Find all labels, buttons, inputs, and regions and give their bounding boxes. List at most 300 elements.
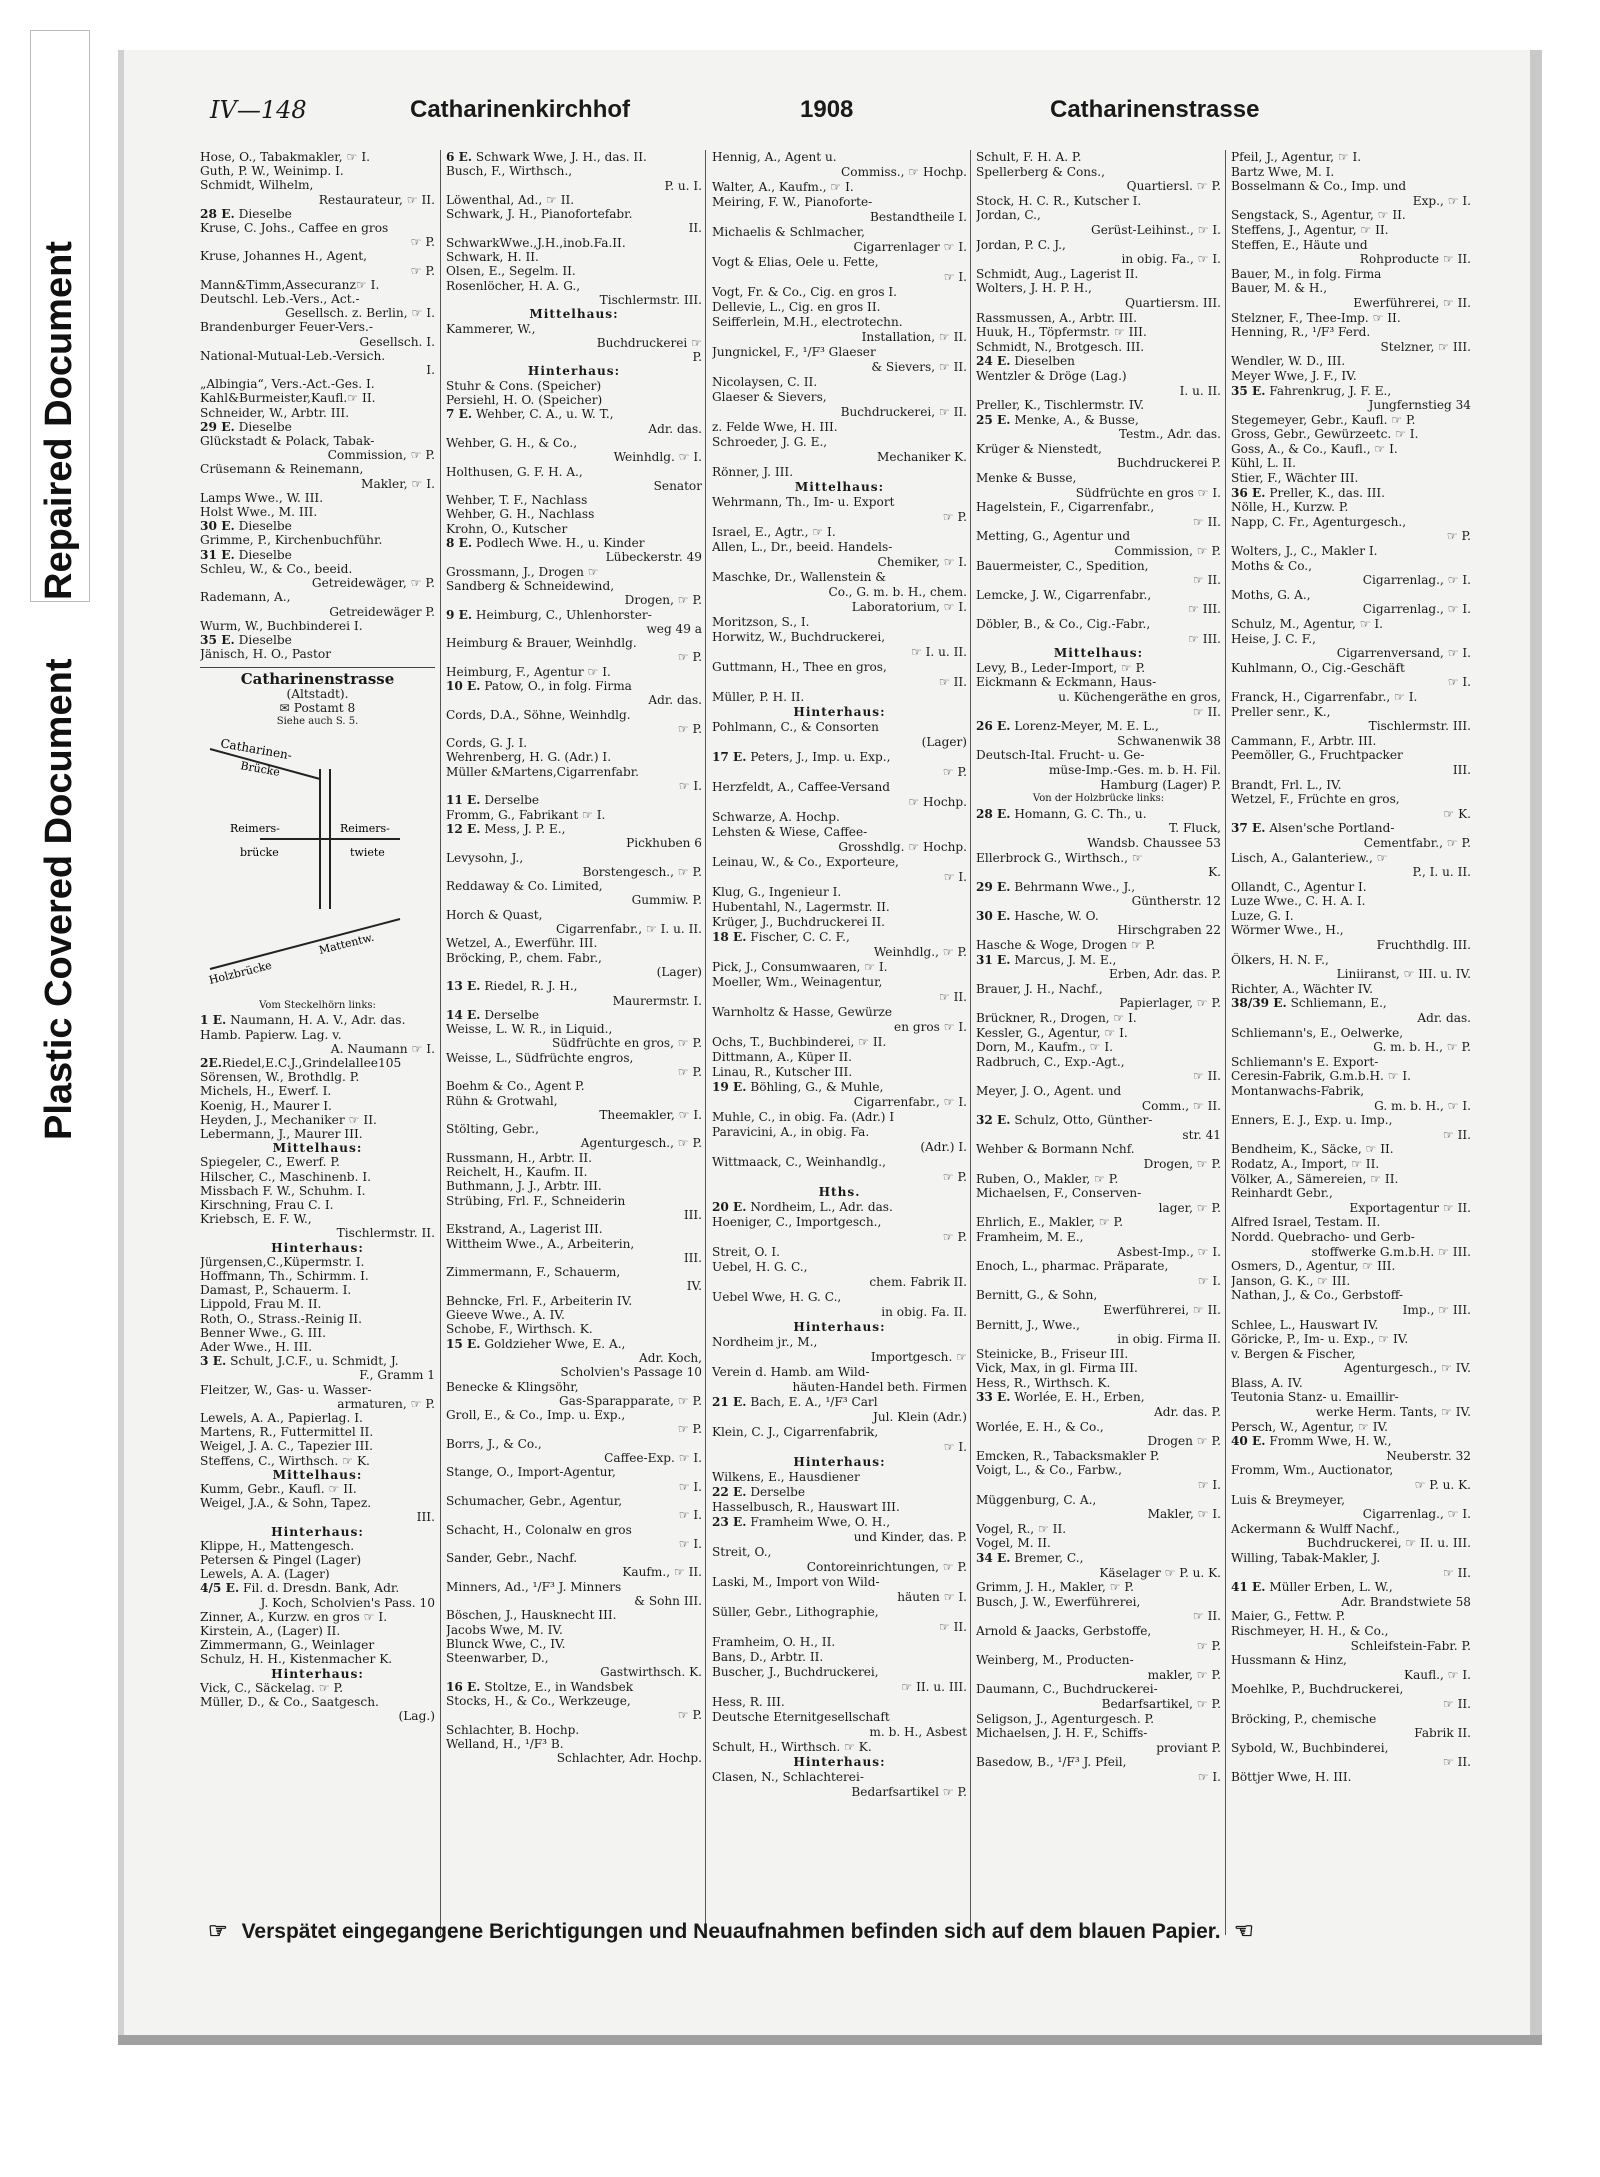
directory-line: Schumacher, Gebr., Agentur, <box>446 1493 623 1508</box>
map-label: Mattentw. <box>317 930 376 958</box>
directory-line: Wehber & Bormann Nchf. <box>976 1142 1135 1157</box>
directory-line: Schleifstein-Fabr. P. <box>1350 1638 1471 1653</box>
directory-line: Testm., Adr. das. <box>1119 427 1221 442</box>
directory-line: Peemöller, G., Fruchtpacker <box>1231 748 1403 763</box>
directory-line: Schacht, H., Colonalw en gros <box>446 1522 632 1537</box>
directory-line: Minners, Ad., ¹/F³ J. Minners <box>446 1579 622 1594</box>
directory-line: Weisse, L., Südfrüchte engros, <box>446 1050 634 1065</box>
directory-line: (Lager) <box>656 964 702 979</box>
directory-line: Jacobs Wwe, M. IV. <box>446 1622 563 1637</box>
directory-line: Makler, ☞ I. <box>361 476 435 491</box>
directory-line: Goss, A., & Co., Kaufl., ☞ I. <box>1231 441 1398 456</box>
directory-line: 31 E. Marcus, J. M. E., <box>976 952 1117 967</box>
directory-line: Krüger & Nienstedt, <box>976 441 1102 456</box>
directory-line: Mittelhaus: <box>272 1141 363 1156</box>
directory-line: ☞ I. <box>678 1508 702 1523</box>
left-running-title: Catharinenkirchhof <box>410 96 631 123</box>
directory-line: Grosshdlg. ☞ Hochp. <box>838 840 967 854</box>
directory-line: Vogel, M. II. <box>976 1536 1051 1551</box>
column-5 <box>1231 150 1471 1785</box>
directory-line: 21 E. Bach, E. A., ¹/F³ Carl <box>712 1395 878 1409</box>
directory-line: Paravicini, A., in obig. Fa. <box>712 1125 870 1139</box>
directory-line: 28 E. Dieselbe <box>200 206 292 221</box>
directory-line: Olsen, E., Segelm. II. <box>446 264 576 279</box>
column-2 <box>446 150 702 1766</box>
directory-line: Meyer Wwe, J. F., IV. <box>1231 368 1357 383</box>
directory-line: ☞ P. <box>677 1065 702 1079</box>
column-1 <box>200 150 435 1723</box>
directory-line: Glaeser & Sievers, <box>712 390 827 404</box>
directory-line: Warnholtz & Hasse, Gewürze <box>712 1005 893 1019</box>
directory-line: Hagelstein, F., Cigarrenfabr., <box>976 500 1155 515</box>
directory-line: Schulz, H. H., Kistenmacher K. <box>200 1652 393 1667</box>
directory-line: Pick, J., Consumwaaren, ☞ I. <box>712 960 888 974</box>
directory-line: Exportagentur ☞ II. <box>1349 1200 1471 1215</box>
directory-line: Steinicke, B., Friseur III. <box>976 1346 1129 1361</box>
directory-line: Steenwarber, D., <box>446 1651 549 1666</box>
directory-line: Reddaway & Co. Limited, <box>446 879 603 894</box>
directory-line: Hubentahl, N., Lagermstr. II. <box>712 900 890 914</box>
directory-line: Installation, ☞ II. <box>861 330 967 344</box>
directory-line: Steffen, E., Häute und <box>1231 237 1368 252</box>
directory-line: ☞ P. <box>677 650 702 665</box>
directory-line: Cigarrenfabr., ☞ I. u. II. <box>555 922 702 937</box>
directory-line: Heimburg & Brauer, Weinhdlg. <box>446 636 637 651</box>
directory-line: ☞ II. <box>938 990 967 1004</box>
directory-line: National-Mutual-Leb.-Versich. <box>200 348 386 363</box>
directory-line: Ollandt, C., Agentur I. <box>1231 879 1367 894</box>
map-label: twiete <box>350 846 385 860</box>
map-label: brücke <box>240 846 279 860</box>
directory-line: Süller, Gebr., Lithographie, <box>712 1605 879 1619</box>
postamt-label: ✉ Postamt 8 <box>279 700 356 715</box>
directory-line: 17 E. Peters, J., Imp. u. Exp., <box>712 750 891 764</box>
directory-line: Borstengesch., ☞ P. <box>582 864 702 879</box>
directory-line: Reinhardt Gebr., <box>1231 1186 1333 1201</box>
directory-line: Michels, H., Ewerf. I. <box>200 1084 332 1099</box>
directory-line: Quartiersl. ☞ P. <box>1126 179 1221 194</box>
directory-line: Walter, A., Kaufm., ☞ I. <box>712 180 854 194</box>
directory-line: Laboratorium, ☞ I. <box>851 600 967 614</box>
directory-line: ☞ I. <box>1197 1478 1221 1493</box>
directory-line: 14 E. Derselbe <box>446 1007 540 1022</box>
directory-line: & Sievers, ☞ II. <box>871 360 967 374</box>
directory-line: Güntherstr. 12 <box>1131 894 1221 909</box>
directory-line: Wetzel, A., Ewerführ. III. <box>446 936 598 951</box>
directory-line: armaturen, ☞ P. <box>337 1396 435 1411</box>
directory-line: Lebermann, J., Maurer III. <box>200 1126 363 1141</box>
directory-line: G. m. b. H., ☞ P. <box>1373 1040 1471 1055</box>
directory-line: Holst Wwe., M. III. <box>200 505 318 520</box>
map-label: Catharinen- <box>219 736 294 763</box>
directory-line: SchwarkWwe.,J.H.,inob.Fa.II. <box>446 235 626 250</box>
directory-line: Böschen, J., Hausknecht III. <box>446 1608 617 1623</box>
directory-line: en gros ☞ I. <box>894 1020 967 1034</box>
directory-line: 36 E. Preller, K., das. III. <box>1231 485 1386 500</box>
right-running-title: Catharinenstrasse <box>1050 96 1260 123</box>
directory-line: Bauer, M. & H., <box>1231 281 1328 296</box>
directory-line: Blass, A. IV. <box>1231 1375 1303 1390</box>
directory-line: Maschke, Dr., Wallenstein & <box>712 570 886 584</box>
directory-line: Quartiersm. III. <box>1125 295 1221 310</box>
directory-line: Streit, O. I. <box>712 1245 781 1259</box>
directory-line: Müller &Martens,Cigarrenfabr. <box>446 764 639 779</box>
directory-line: chem. Fabrik II. <box>869 1275 967 1289</box>
directory-line: Levysohn, J., <box>446 850 524 865</box>
pointing-hand-icon: ☞ <box>208 1918 228 1943</box>
directory-line: Ekstrand, A., Lagerist III. <box>446 1222 603 1237</box>
directory-line: G. m. b. H., ☞ I. <box>1374 1098 1471 1113</box>
directory-line: ☞ II. <box>938 1620 967 1634</box>
directory-line: in obig. Fa. II. <box>881 1305 967 1319</box>
directory-line: Weisse, L. W. R., in Liquid., <box>446 1022 613 1037</box>
directory-line: Huuk, H., Töpfermstr. ☞ III. <box>976 325 1147 340</box>
page-header <box>210 96 1510 136</box>
directory-line: Ackermann & Wulff Nachf., <box>1231 1521 1400 1536</box>
directory-line: Buchdruckerei ☞ <box>596 335 702 350</box>
year: 1908 <box>800 96 854 123</box>
directory-line: Spiegeler, C., Ewerf. P. <box>200 1155 340 1170</box>
directory-line: Menke & Busse, <box>976 471 1077 486</box>
directory-line: Behncke, Frl. F., Arbeiterin IV. <box>446 1293 633 1308</box>
directory-line: Brandenburger Feuer-Vers.- <box>200 320 374 335</box>
directory-line: Wehber, G. H., Nachlass <box>446 507 595 522</box>
directory-line: Jungnickel, F., ¹/F³ Glaeser <box>712 345 876 359</box>
directory-line: Maurermstr. I. <box>612 993 702 1008</box>
directory-line: ☞ P. <box>942 1230 967 1244</box>
directory-line: Tischlermstr. III. <box>599 292 702 307</box>
directory-line: Schneider, W., Arbtr. III. <box>200 405 350 420</box>
directory-line: Lisch, A., Galanteriew., ☞ <box>1231 850 1388 865</box>
directory-line: Guth, P. W., Weinimp. I. <box>200 164 344 179</box>
directory-line: häuten-Handel beth. Firmen <box>792 1380 967 1394</box>
directory-line: 30 E. Hasche, W. O. <box>976 908 1099 923</box>
directory-line: Blunck Wwe, C., IV. <box>446 1636 566 1651</box>
directory-line: Wittmaack, C., Weinhandlg., <box>712 1155 886 1169</box>
directory-line: (Lag.) <box>398 1709 435 1724</box>
directory-line: Schlachter, Adr. Hochp. <box>556 1751 702 1766</box>
directory-line: 15 E. Goldzieher Wwe, E. A., <box>446 1336 626 1351</box>
directory-line: Gas-Sparapparate, ☞ P. <box>559 1393 702 1408</box>
column-1-top-entries <box>200 150 435 661</box>
directory-line: stoffwerke G.m.b.H. ☞ III. <box>1311 1244 1471 1259</box>
directory-line: ☞ I. <box>943 270 967 284</box>
directory-line: Jungfernstieg 34 <box>1368 398 1471 413</box>
directory-line: Käselager ☞ P. u. K. <box>1099 1565 1221 1580</box>
directory-line: Kühl, L. II. <box>1231 456 1297 471</box>
directory-line: Hinterhaus: <box>271 1240 364 1255</box>
directory-line: 35 E. Fahrenkrug, J. F. E., <box>1231 383 1392 398</box>
directory-line: Erben, Adr. das. P. <box>1109 967 1221 982</box>
directory-line: Buthmann, J. J., Arbtr. III. <box>446 1179 602 1194</box>
directory-line: 2E.Riedel,E.C.J.,Grindelallee105 <box>200 1055 402 1070</box>
directory-line: Hinterhaus: <box>793 705 886 719</box>
directory-line: Kessler, G., Agentur, ☞ I. <box>976 1025 1128 1040</box>
directory-line: Theemakler, ☞ I. <box>599 1107 702 1122</box>
directory-line: Weinberg, M., Producten- <box>976 1653 1134 1668</box>
directory-line: Dellevie, L., Cig. en gros II. <box>712 300 881 314</box>
directory-line: müse-Imp.-Ges. m. b. H. Fil. <box>1048 762 1221 777</box>
directory-line: Jul. Klein (Adr.) <box>873 1410 967 1424</box>
directory-line: Holthusen, G. F. H. A., <box>446 464 583 479</box>
directory-line: Teutonia Stanz- u. Emaillir- <box>1231 1390 1399 1405</box>
directory-line: 30 E. Dieselbe <box>200 519 292 534</box>
directory-line: Grimme, P., Kirchenbuchführ. <box>200 533 383 548</box>
directory-line: v. Bergen & Fischer, <box>1231 1346 1356 1361</box>
directory-line: Adr. Brandstwiete 58 <box>1341 1594 1471 1609</box>
directory-line: Hose, O., Tabakmakler, ☞ I. <box>200 150 371 164</box>
directory-line: Fromm, G., Fabrikant ☞ I. <box>446 807 606 822</box>
column-2-entries <box>446 150 702 1766</box>
directory-line: 29 E. Behrmann Wwe., J., <box>976 879 1136 894</box>
directory-line: Sörensen, W., Brothdlg. P. <box>200 1070 360 1085</box>
directory-line: Deutschl. Leb.-Vers., Act.- <box>200 292 360 307</box>
directory-line: 31 E. Dieselbe <box>200 547 292 562</box>
directory-line: Klein, C. J., Cigarrenfabrik, <box>712 1425 879 1439</box>
directory-line: 20 E. Nordheim, L., Adr. das. <box>712 1200 893 1214</box>
directory-line: P. u. I. <box>664 178 702 193</box>
directory-line: 13 E. Riedel, R. J. H., <box>446 979 578 994</box>
directory-line: Südfrüchte en gros, ☞ P. <box>552 1036 702 1051</box>
directory-line: Benecke & Klingsöhr, <box>446 1379 579 1394</box>
directory-line: ☞ II. <box>1442 1696 1471 1711</box>
pointing-hand-icon: ☞ <box>1234 1918 1255 1943</box>
directory-line: Radbruch, C., Exp.-Agt., <box>976 1054 1125 1069</box>
directory-line: Bans, D., Arbtr. II. <box>712 1650 824 1664</box>
directory-line: Daumann, C., Buchdruckerei- <box>976 1682 1158 1697</box>
directory-line: 35 E. Dieselbe <box>200 632 292 647</box>
directory-line: Allen, L., Dr., beeid. Handels- <box>712 540 893 554</box>
directory-line: Michaelis & Schlmacher, <box>712 225 865 239</box>
directory-line: Bedarfsartikel ☞ P. <box>851 1785 967 1799</box>
directory-line: ☞ I. u. II. <box>910 645 967 659</box>
directory-line: Klug, G., Ingenieur I. <box>712 885 842 899</box>
directory-line: Sybold, W., Buchbinderei, <box>1231 1740 1389 1755</box>
directory-line: ☞ P. <box>677 721 702 736</box>
directory-line: Schwark, J. H., Pianofortefabr. <box>446 207 633 222</box>
directory-line: Weigel, J. A. C., Tapezier III. <box>200 1439 374 1454</box>
column-rule <box>970 150 971 1935</box>
directory-line: Kriebsch, E. F. W., <box>200 1212 312 1227</box>
directory-line: Gieeve Wwe., A. IV. <box>446 1308 565 1323</box>
directory-line: Bosselmann & Co., Imp. und <box>1231 179 1407 194</box>
directory-line: Mittelhaus: <box>794 480 885 494</box>
footer-note <box>200 1918 1450 1948</box>
directory-line: Löwenthal, Ad., ☞ II. <box>446 192 575 207</box>
directory-line: Hasselbusch, R., Hauswart III. <box>712 1500 900 1514</box>
directory-line: Missbach F. W., Schuhm. I. <box>200 1183 366 1198</box>
directory-line: Kaufm., ☞ II. <box>622 1565 702 1580</box>
directory-line: ☞ P. <box>942 1170 967 1184</box>
directory-line: Wilkens, E., Hausdiener <box>712 1470 860 1484</box>
directory-line: ☞ I. <box>678 779 702 794</box>
directory-line: ☞ II. <box>1192 1069 1221 1084</box>
directory-line: (Lager) <box>921 735 967 749</box>
directory-line: Osmers, D., Agentur, ☞ III. <box>1231 1259 1396 1274</box>
directory-line: Koenig, H., Maurer I. <box>200 1098 332 1113</box>
directory-line: Welland, H., ¹/F³ B. <box>446 1736 564 1751</box>
directory-line: ☞ I. <box>943 870 967 884</box>
directory-line: Heimburg, F., Agentur ☞ I. <box>446 664 611 679</box>
directory-line: ☞ II. <box>1192 573 1221 588</box>
directory-line: ☞ Hochp. <box>908 795 967 809</box>
directory-line: Co., G. m. b. H., chem. <box>828 585 967 599</box>
directory-line: Janson, G. K., ☞ III. <box>1231 1273 1351 1288</box>
directory-line: Rosenlöcher, H. A. G., <box>446 278 581 293</box>
directory-line: Israel, E., Agtr., ☞ I. <box>712 525 836 539</box>
directory-line: Laski, M., Import von Wild- <box>712 1575 880 1589</box>
directory-line: Eickmann & Eckmann, Haus- <box>976 675 1157 690</box>
directory-line: Ellerbrock G., Wirthsch., ☞ <box>976 850 1143 865</box>
directory-line: Kruse, C. Johs., Caffee en gros <box>200 221 389 236</box>
directory-line: Boehm & Co., Agent P. <box>446 1079 585 1094</box>
directory-line: Schroeder, J. G. E., <box>712 435 828 449</box>
directory-line: Enoch, L., pharmac. Präparate, <box>976 1259 1169 1274</box>
directory-line: Ewerführerei, ☞ II. <box>1353 295 1471 310</box>
directory-line: Hasche & Woge, Drogen ☞ P. <box>976 938 1156 953</box>
directory-line: Schwarze, A. Hochp. <box>712 810 840 824</box>
directory-line: Krüger, J., Buchdruckerei II. <box>712 915 885 929</box>
directory-line: 29 E. Dieselbe <box>200 419 292 434</box>
directory-line: ☞ K. <box>1443 806 1471 821</box>
directory-line: „Albingia“, Vers.-Act.-Ges. I. <box>200 377 375 392</box>
directory-line: Commission, ☞ P. <box>327 448 435 463</box>
directory-line: Enners, E. J., Exp. u. Imp., <box>1231 1113 1393 1128</box>
directory-line: Schmidt, Aug., Lagerist II. <box>976 266 1139 281</box>
directory-line: Seifferlein, M.H., electrotechn. <box>712 315 903 329</box>
directory-line: Alfred Israel, Testam. II. <box>1231 1215 1381 1230</box>
directory-line: Mechaniker K. <box>877 450 967 464</box>
directory-line: lager, ☞ P. <box>1158 1200 1221 1215</box>
plastic-covered-label: Plastic Covered Document <box>38 658 80 1140</box>
street-title: Catharinenstrasse <box>240 670 395 689</box>
directory-line: Göricke, P., Im- u. Exp., ☞ IV. <box>1231 1332 1409 1347</box>
directory-line: Richter, A., Wächter IV. <box>1231 981 1373 996</box>
directory-line: Franck, H., Cigarrenfabr., ☞ I. <box>1231 689 1418 704</box>
directory-line: ☞ P. <box>677 1708 702 1723</box>
directory-line: Vogt, Fr. & Co., Cig. en gros I. <box>712 285 898 299</box>
street-subtitle: (Altstadt). <box>286 686 349 701</box>
column-rule <box>705 150 706 1935</box>
directory-line: 25 E. Menke, A., & Busse, <box>976 412 1139 427</box>
directory-line: ☞ P. <box>942 765 967 779</box>
directory-line: Bröcking, P., chemische <box>1231 1711 1377 1726</box>
directory-line: Nathan, J., & Co., Gerbstoff- <box>1231 1288 1403 1303</box>
directory-line: K. <box>1208 865 1221 880</box>
directory-line: ☞ II. <box>1192 1609 1221 1624</box>
directory-line: Sandberg & Schneidewind, <box>446 578 615 593</box>
directory-line: werke Herm. Tants, ☞ IV. <box>1315 1405 1471 1420</box>
directory-line: Bauermeister, C., Spedition, <box>976 558 1149 573</box>
directory-line: 40 E. Fromm Wwe, H. W., <box>1231 1434 1392 1449</box>
directory-line: 34 E. Bremer, C., <box>976 1551 1084 1565</box>
directory-line: ☞ II. <box>938 675 967 689</box>
directory-line: Senator <box>653 478 702 493</box>
directory-line: Restaurateur, ☞ II. <box>318 192 435 207</box>
directory-line: Strübing, Frl. F., Schneiderin <box>446 1193 626 1208</box>
directory-line: Hussmann & Hinz, <box>1231 1653 1347 1668</box>
directory-line: Horwitz, W., Buchdruckerei, <box>712 630 886 644</box>
directory-line: Stegemeyer, Gebr., Kaufl. ☞ P. <box>1231 412 1416 427</box>
directory-line: Importgesch. ☞ <box>870 1350 967 1364</box>
column-rule <box>1225 150 1226 1935</box>
directory-line: III. <box>416 1510 435 1525</box>
directory-line: Dorn, M., Kaufm., ☞ I. <box>976 1040 1113 1055</box>
directory-line: Heyden, J., Mechaniker ☞ II. <box>200 1112 377 1127</box>
column-5-entries <box>1231 150 1471 1785</box>
directory-line: Gummiw. P. <box>631 893 702 908</box>
directory-line: Uebel Wwe, H. G. C., <box>712 1290 842 1304</box>
directory-line: 33 E. Worlée, E. H., Erben, <box>976 1390 1145 1405</box>
directory-line: Stelzner, ☞ III. <box>1380 339 1471 354</box>
directory-line: 38/39 E. Schliemann, E., <box>1231 996 1387 1011</box>
directory-line: 28 E. Homann, G. C. Th., u. <box>976 806 1147 821</box>
map-label: Reimers- <box>340 822 390 836</box>
directory-line: Cords, G. J. I. <box>446 736 528 751</box>
directory-line: Adr. Koch, <box>638 1350 702 1365</box>
directory-line: Stölting, Gebr., <box>446 1122 539 1137</box>
directory-line: P. <box>692 350 702 365</box>
directory-line: Luis & Breymeyer, <box>1231 1492 1345 1507</box>
directory-line: Lewels, A. A. (Lager) <box>200 1567 330 1582</box>
directory-line: Bernitt, J., Wwe., <box>976 1317 1080 1332</box>
directory-line: Südfrüchte en gros ☞ I. <box>1075 485 1221 500</box>
directory-line: Vick, Max, in gl. Firma III. <box>976 1361 1138 1376</box>
directory-line: Glückstadt & Polack, Tabak- <box>200 434 375 449</box>
directory-line: & Sohn III. <box>634 1593 702 1608</box>
directory-line: Kaufl., ☞ I. <box>1404 1667 1471 1682</box>
directory-line: Hess, R. III. <box>712 1695 785 1709</box>
directory-line: P., I. u. II. <box>1412 865 1471 880</box>
directory-line: Tischlermstr. II. <box>336 1226 435 1241</box>
directory-line: Bauer, M., in folg. Firma <box>1231 266 1382 281</box>
directory-line: ☞ I. <box>1197 1273 1221 1288</box>
directory-line: Roth, O., Strass.-Reinig II. <box>200 1311 362 1326</box>
directory-line: Schliemann's E. Export- <box>1231 1054 1379 1069</box>
directory-line: Willing, Tabak-Makler, J. <box>1231 1551 1381 1565</box>
directory-line: Hoffmann, Th., Schirmm. I. <box>200 1268 369 1283</box>
directory-line: ☞ P. <box>410 235 435 250</box>
directory-line: Weinhdlg., ☞ P. <box>873 945 967 959</box>
directory-line: Crüsemann & Reinemann, <box>200 462 364 477</box>
directory-line: Gerüst-Leihinst., ☞ I. <box>1091 222 1221 237</box>
directory-line: Busch, J. W., Ewerführerei, <box>976 1594 1141 1609</box>
directory-line: Stocks, H., & Co., Werkzeuge, <box>446 1694 631 1709</box>
directory-line: Weinhdlg. ☞ I. <box>613 450 702 465</box>
directory-line: Völker, A., Sämereien, ☞ II. <box>1231 1171 1399 1186</box>
directory-line: Bestandtheile I. <box>869 210 967 224</box>
directory-line: Lamps Wwe., W. III. <box>200 490 324 505</box>
directory-line: Hths. <box>818 1185 861 1199</box>
column-rule <box>440 150 441 1935</box>
directory-line: Adr. das. <box>648 693 702 708</box>
directory-line: proviant P. <box>1156 1740 1221 1755</box>
directory-line: T. Fluck, <box>1169 821 1221 836</box>
directory-line: Cammann, F., Arbtr. III. <box>1231 733 1377 748</box>
directory-line: Wendler, W. D., III. <box>1231 354 1346 369</box>
directory-line: Hamb. Papierw. Lag. v. <box>200 1027 342 1042</box>
directory-line: Worlée, E. H., & Co., <box>976 1419 1104 1434</box>
directory-line: ☞ P. u. K. <box>1414 1478 1471 1493</box>
directory-line: Hirschgraben 22 <box>1117 923 1221 938</box>
directory-line: Sengstack, S., Agentur, ☞ II. <box>1231 208 1406 223</box>
directory-line: 10 E. Patow, O., in folg. Firma <box>446 678 632 693</box>
directory-line: Napp, C. Fr., Agenturgesch., <box>1231 514 1407 529</box>
directory-line: Bröcking, P., chem. Fabr., <box>446 950 602 965</box>
directory-line: Framheim, M. E., <box>976 1229 1084 1244</box>
directory-line: Kirschning, Frau C. I. <box>200 1197 334 1212</box>
directory-line: Contoreinrichtungen, ☞ P. <box>806 1560 967 1574</box>
